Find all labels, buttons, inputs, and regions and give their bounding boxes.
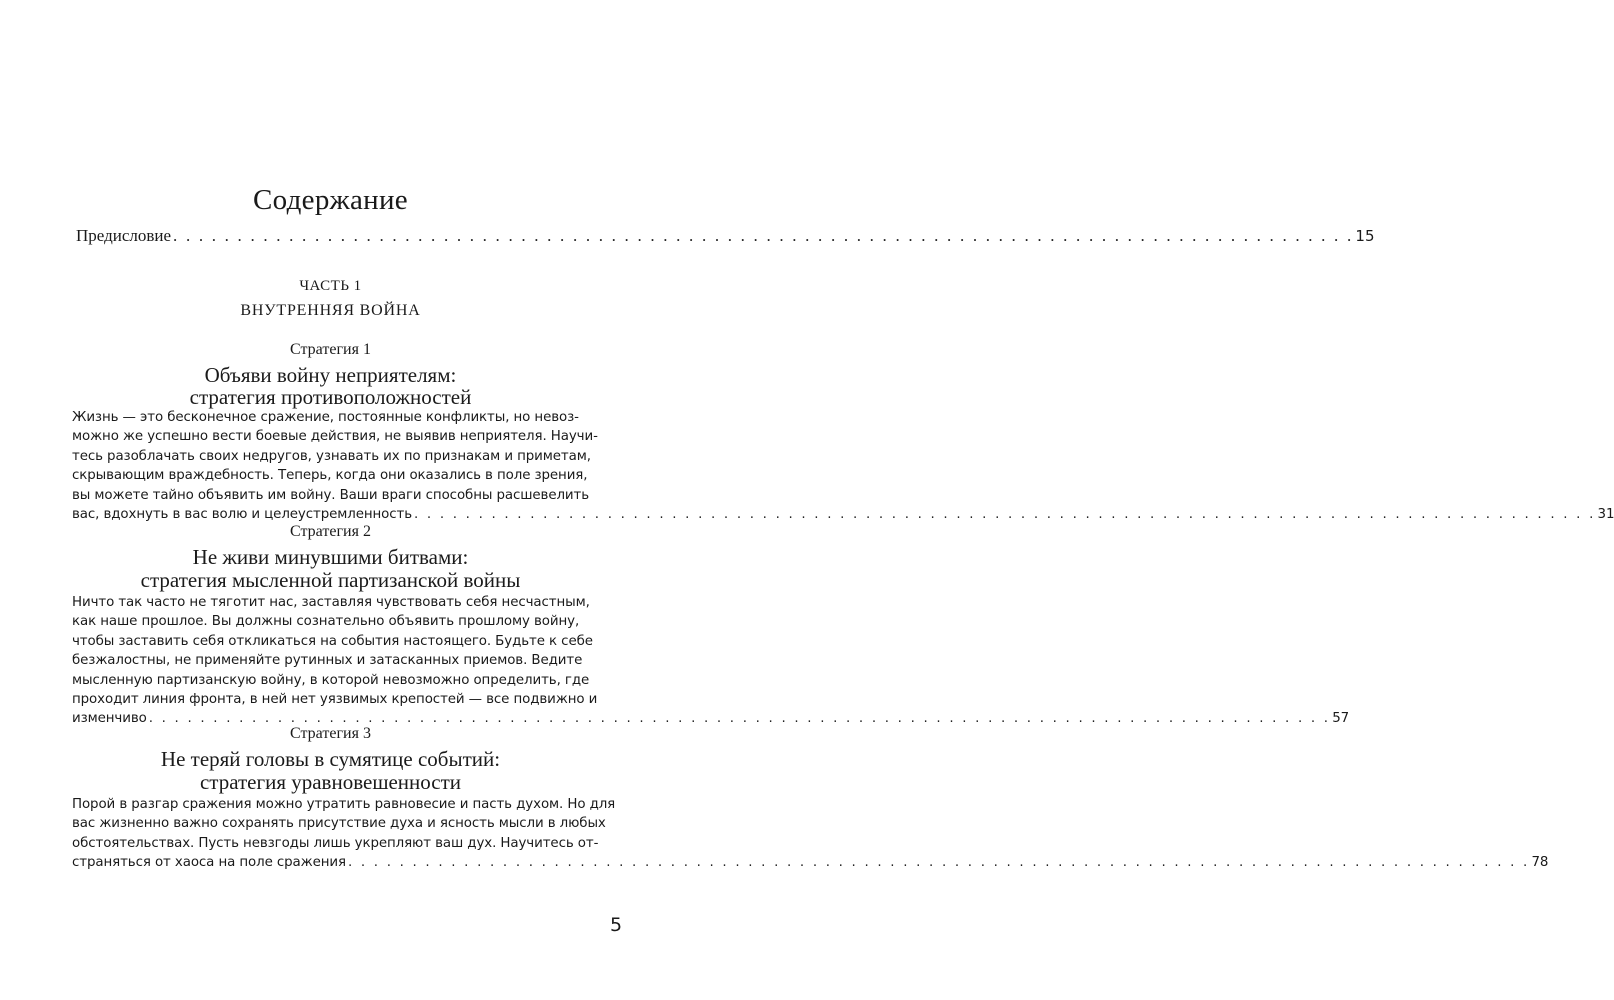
description-line: можно же успешно вести боевые действия, не выявив неприятеля. Научи- xyxy=(72,429,598,445)
toc-entry-page: 31 xyxy=(1597,507,1614,523)
part-number: ЧАСТЬ 1 xyxy=(299,278,362,294)
toc-entry-strategy-1[interactable] xyxy=(72,505,1614,524)
description-line: скрывающим враждебность. Теперь, когда они оказались в поле зрения, xyxy=(72,468,588,484)
dot-leader: . . . . . . . . . . . . . . . . . . . . . . . . . . . . . . . . . . . . . . . . . . . . . . . . . . . . . . . . . . . . . . . . . . . . . . . . . . . . . . . . . . . . . . . . . . . . xyxy=(414,507,1596,523)
description-line: безжалостны, не применяйте рутинных и затасканных приемов. Ведите xyxy=(72,653,583,669)
description-line: Порой в разгар сражения можно утратить равновесие и пасть духом. Но для xyxy=(72,797,616,812)
strategy-subheading: стратегия противоположностей xyxy=(189,385,472,409)
strategy-label: Стратегия 3 xyxy=(290,725,371,742)
page-title: Содержание xyxy=(253,184,408,216)
strategy-heading: Не живи минувшими битвами: xyxy=(192,545,469,569)
description-line: вас, вдохнуть в вас волю и целеустремленность xyxy=(72,507,412,523)
toc-entry-page: 78 xyxy=(1531,855,1549,871)
strategy-heading: Объяви войну неприятелям: xyxy=(204,363,457,387)
dot-leader: . . . . . . . . . . . . . . . . . . . . . . . . . . . . . . . . . . . . . . . . . . . . . . . . . . . . . . . . . . . . . . . . . . . . . . . . . . . . . . . . . . . . . . . . . . . . xyxy=(173,226,1354,245)
description-line: вы можете тайно объявить им войну. Ваши враги способны расшевелить xyxy=(72,487,590,503)
strategy-description xyxy=(72,408,1614,524)
description-line: проходит линия фронта, в ней нет уязвимых крепостей — все подвижно и xyxy=(72,692,598,708)
description-line: изменчиво xyxy=(72,711,147,727)
description-line: обстоятельствах. Пусть невзгоды лишь укрепляют ваш дух. Научитесь от- xyxy=(72,835,599,851)
description-line: чтобы заставить себя откликаться на события настоящего. Будьте к себе xyxy=(72,633,593,649)
toc-entry-page: 57 xyxy=(1332,711,1350,727)
description-line: страняться от хаоса на поле сражения xyxy=(72,855,346,871)
description-line: как наше прошлое. Вы должны сознательно объявить прошлому войну, xyxy=(72,614,580,630)
description-line: тесь разоблачать своих недругов, узнавать их по признакам и приметам, xyxy=(72,448,591,464)
strategy-subheading: стратегия мысленной партизанской войны xyxy=(140,568,521,592)
description-line: вас жизненно важно сохранять присутствие духа и ясность мысли в любых xyxy=(72,816,606,832)
description-line: Жизнь — это бесконечное сражение, постоянные конфликты, но невоз- xyxy=(72,410,579,425)
toc-entry-strategy-3[interactable] xyxy=(72,853,1549,872)
strategy-label: Стратегия 2 xyxy=(290,523,371,540)
part-title: ВНУТРЕННЯЯ ВОЙНА xyxy=(240,302,421,319)
strategy-heading: Не теряй головы в сумятице событий: xyxy=(160,747,501,771)
description-line: мысленную партизанскую войну, в которой невозможно определить, где xyxy=(72,672,590,688)
strategy-description xyxy=(72,795,1549,873)
dot-leader: . . . . . . . . . . . . . . . . . . . . . . . . . . . . . . . . . . . . . . . . . . . . . . . . . . . . . . . . . . . . . . . . . . . . . . . . . . . . . . . . . . . . . . . . . . . . xyxy=(347,855,1530,871)
description-line: Ничто так часто не тяготит нас, заставляя чувствовать себя несчастным, xyxy=(72,595,590,610)
page-number: 5 xyxy=(610,914,623,936)
toc-entry-label: Предисловие xyxy=(76,226,172,245)
dot-leader: . . . . . . . . . . . . . . . . . . . . . . . . . . . . . . . . . . . . . . . . . . . . . . . . . . . . . . . . . . . . . . . . . . . . . . . . . . . . . . . . . . . . . . . . . . . . xyxy=(148,711,1331,727)
toc-entry-preface[interactable] xyxy=(76,226,1375,246)
strategy-description xyxy=(72,593,1350,729)
strategy-subheading: стратегия уравновешенности xyxy=(199,770,462,794)
toc-entry-page: 15 xyxy=(1355,227,1375,245)
strategy-label: Стратегия 1 xyxy=(290,341,371,358)
